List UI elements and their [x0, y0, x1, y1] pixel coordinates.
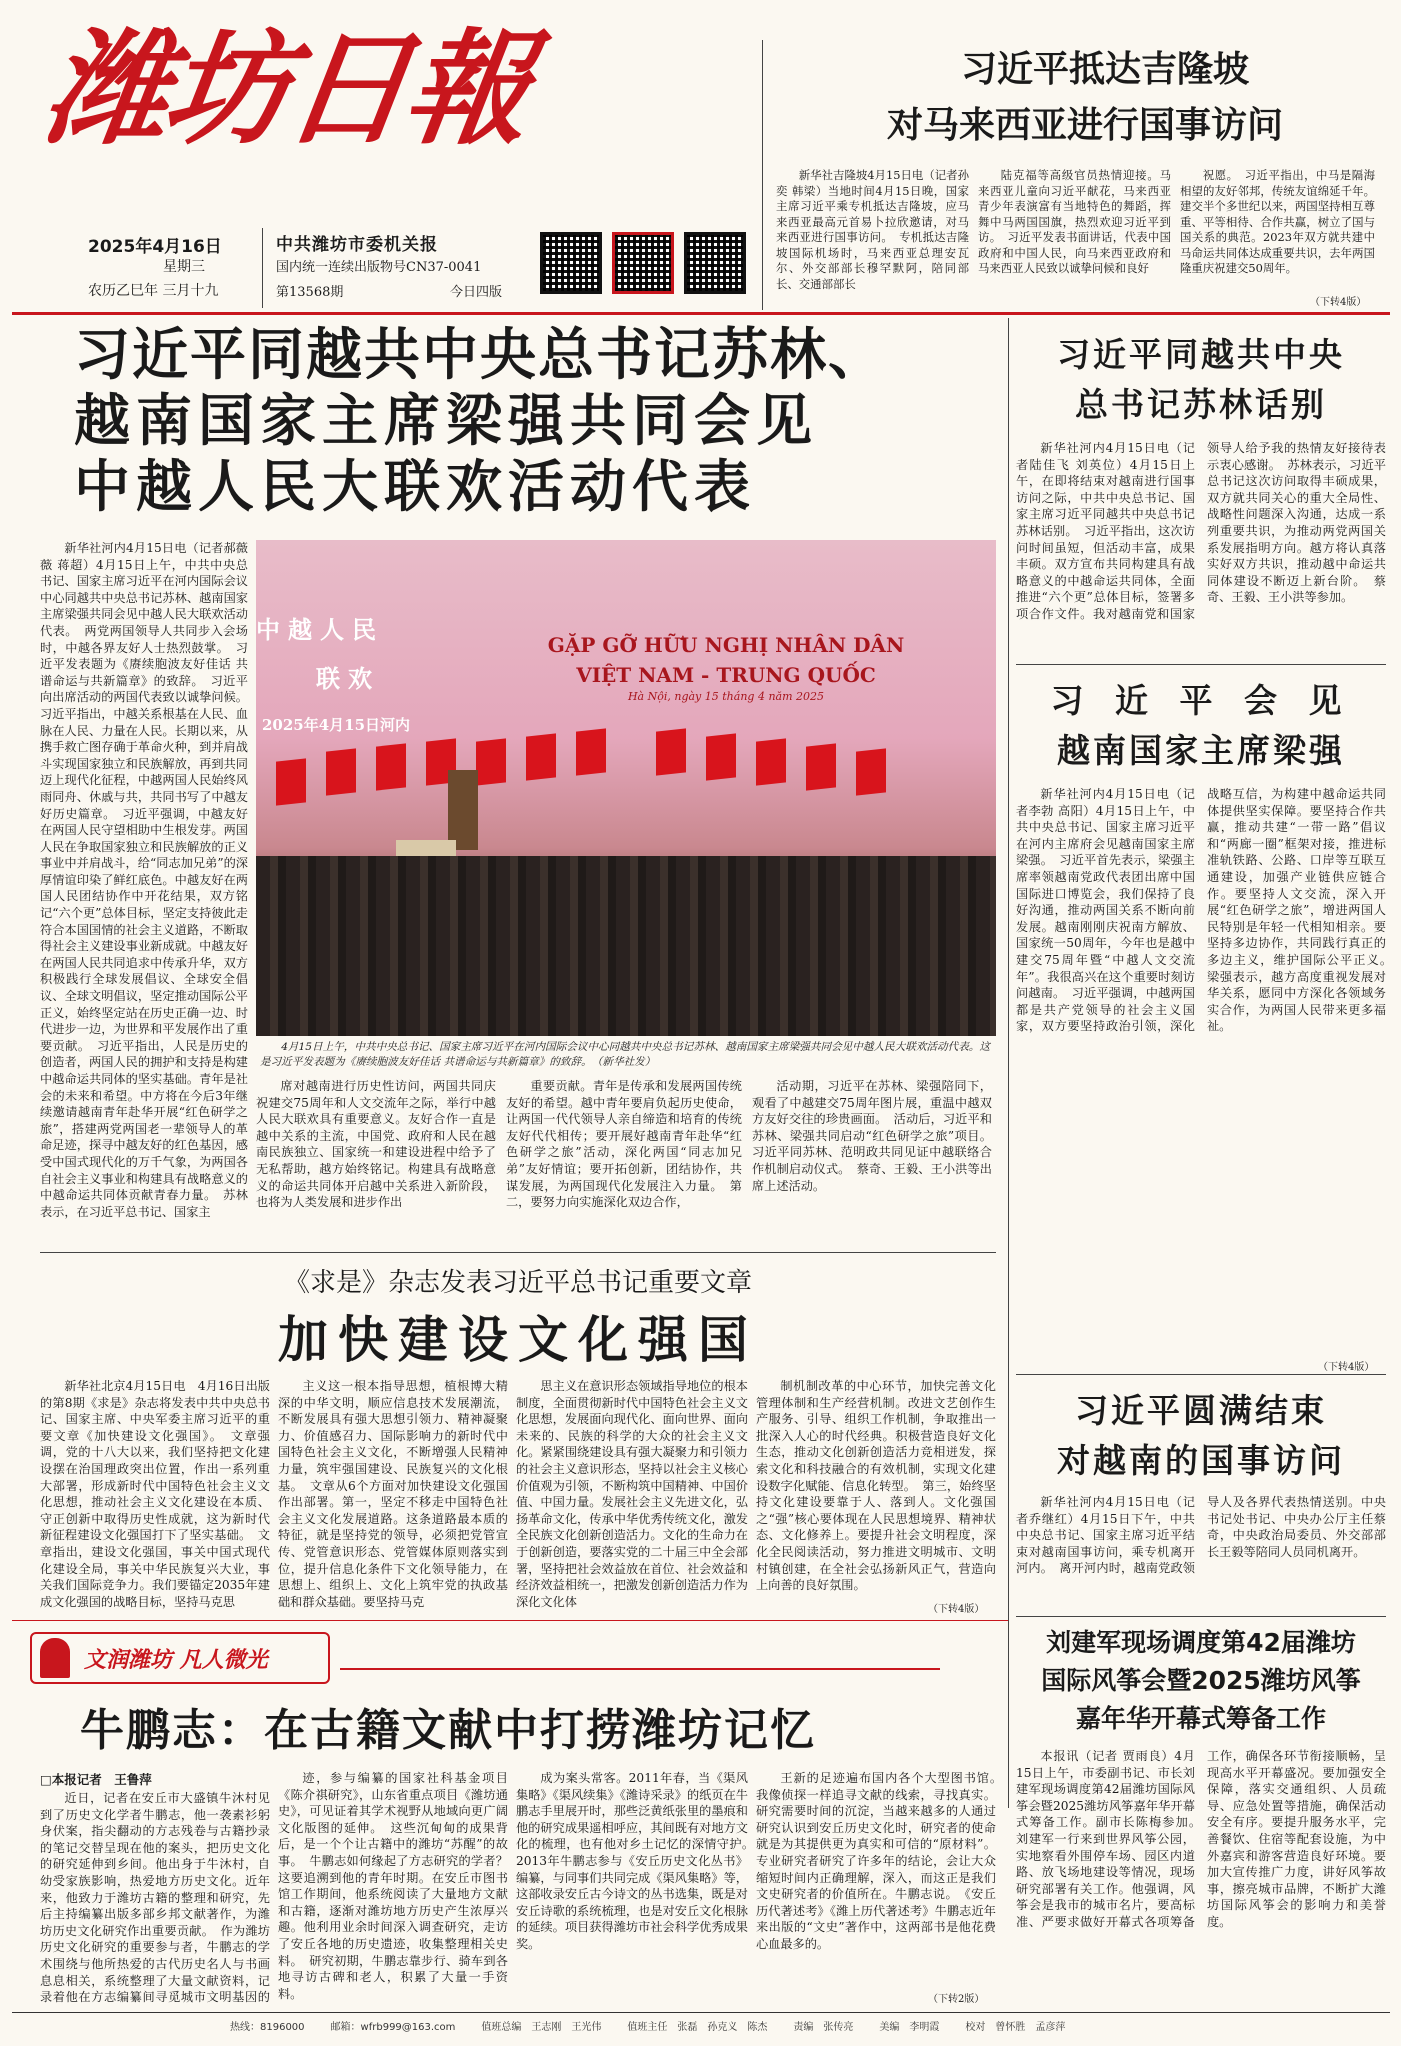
qiushi-col3: 思主义在意识形态领域指导地位的根本制度，全面贯彻新时代中国特色社会主义文化思想，发展面向现代化、面向世界、面向未来的、民族的科学的大众的社会主义文化。紧紧围绕建设具有强大凝聚力和引领力的社会主义意识形态，坚持以社会主义核心价值观为引领，不断构筑中国精神、中国价值、中国力量。发展社会主义先进文化，弘扬革命文化，传承中华优秀传统文化，激发全民族文化创新创造活力。文化的生命力在于创新创造，要落实党的二十届三中全会部署，坚持把社会效益放在首位、社会效益和经济效益相统一，把激发创新创造活力作为深化文化体	[516, 1379, 748, 1609]
culture-col2: 迹，参与编纂的国家社科基金项目《陈介祺研究》，山东省重点项目《潍坊通史》，可见证着其学术视野从地域向更广阔文化版图的延伸。 这些沉甸甸的成果背后，是一个个让古籍中的潍坊“苏醒”的故事。 牛鹏志如何缘起了方志研究的学者？这要追溯到他的青年时期。在安丘市图书馆工作期间，他系统阅读了大量地方文献和古籍，逐渐对潍坊地方历史产生浓厚兴趣。他利用业余时间深入调查研究，走访了安丘各地的历史遗迹，收集整理相关史料。 研究初期，牛鹏志靠步行、骑车到各地寻访古碑和老人，积累了大量一手资料。	[278, 1771, 508, 2001]
qr-code-icon	[540, 232, 602, 294]
right-h2-line2: 越南国家主席梁强	[1057, 731, 1345, 770]
right-h1	[1016, 330, 1386, 430]
masthead-pages: 今日四版	[450, 285, 503, 300]
right-h1-line2: 总书记苏林话别	[1075, 385, 1327, 424]
right-h3	[1016, 1386, 1386, 1486]
lead-title-line3: 中越人民大联欢活动代表	[74, 454, 756, 520]
right-h2	[1016, 676, 1386, 776]
qiushi-col4: 制机制改革的中心环节，加快完善文化管理体制和生产经营机制。改进文艺创作生产服务、引导、组织工作机制，争取推出一批深入人心的时代经典。积极营造良好文化生态，推动文化创新创造活力竞相迸发，探索文化和科技融合的有效机制，实现文化建设数字化赋能、信息化转型。 第三，始终坚持文化建设要靠于人、落到人。文化强国之“强”核心要体现在人民思想境界、精神状态、文化修养上。要提升社会文明程度，深化全民阅读活动，努力推进文明城市、文明村镇创建，在全社会弘扬新风正气，营造向上向善的良好氛围。	[756, 1379, 996, 1593]
lead-title-line1: 习近平同越共中央总书记苏林、	[74, 322, 886, 388]
footer-phone: 热线：8196000	[230, 2022, 305, 2033]
culture-title: 牛鹏志：在古籍文献中打捞潍坊记忆	[80, 1705, 816, 1756]
top-story-title	[790, 42, 1380, 154]
photo-banner-line1: 中越人民	[256, 615, 384, 644]
right-b3: 新华社河内4月15日电（记者乔继红）4月15日下午，中共中央总书记、国家主席习近平结束对越南国事访问，乘专机离开河内。 离开河内时，越南党政领导人及各界代表热情送别。中央书记处书记、中央办公厅主任蔡奇，中央政治局委员、外交部部长王毅等陪同人员同机离开。	[1016, 1495, 1386, 1576]
qiushi-title: 加快建设文化强国	[278, 1310, 758, 1369]
lead-col-b: 重要贡献。青年是传承和发展两国传统友好的希望。越中青年要肩负起历史使命，让两国一代代领导人亲自缔造和培育的传统友好代代相传；要开展好越南青年赴华“红色研学之旅”活动，深化两国“同志加兄弟”友好情谊；要开拓创新，团结协作，共谋发展，为两国现代化发展注入力量。 第二，要努力向实施深化双边合作，	[506, 1079, 742, 1210]
lead-col-a: 席对越南进行历史性访问，两国共同庆祝建交75周年和人文交流年之际，举行中越人民大联欢具有重要意义。友好合作一直是越中关系的主流，中国党、政府和人民在越南民族独立、国家统一和建设进程中给予了无私帮助，越方始终铭记。构建具有战略意义的命运共同体开启越中关系进入新阶段，也将为人类发展和进步作出	[256, 1079, 496, 1210]
right-h3-line2: 对越南的国事访问	[1057, 1441, 1345, 1480]
masthead-issue: 第13568期	[276, 285, 344, 300]
tower-icon	[40, 1638, 70, 1678]
footer-proof: 校对 曾怀胜 孟彦萍	[965, 2022, 1066, 2033]
photo-screen	[456, 610, 996, 720]
culture-logo-text: 文润潍坊 凡人微光	[84, 1647, 268, 1673]
photo-screen-line1: GẶP GỠ HỮU NGHỊ NHÂN DÂN	[547, 633, 905, 657]
footer-director: 值班主任 张磊 孙克义 陈杰	[627, 2022, 768, 2033]
podium	[448, 770, 478, 850]
qiushi-continued: （下转4版）	[928, 1604, 985, 1615]
lead-photo	[256, 540, 996, 1036]
masthead-date: 2025年4月16日	[88, 237, 222, 257]
culture-col4: 王新的足迹遍布国内各个大型图书馆。 我像侦探一样追寻文献的线索，寻找真实。研究需要时间的沉淀，当越来越多的人通过研究认识到安丘历史文化时，研究者的使命就是为其提供更为真实和可信的“原材料”。专业研究者研究了许多年的结论，会让大众缩短时间内正确理解，深入，而这正是我们文史研究者的价值所在。牛鹏志说。 《安丘历代著述考》《潍上历代著述考》牛鹏志近年来出版的“文史”著作中，这两部书是他花费心血最多的。	[756, 1771, 996, 1951]
right-h3-line1: 习近平圆满结束	[1075, 1391, 1327, 1430]
right-h4-line3: 嘉年华开幕式筹备工作	[1075, 1704, 1326, 1733]
culture-byline: □本报记者 王鲁萍	[40, 1772, 152, 1787]
top-story-col1: 新华社吉隆坡4月15日电（记者孙奕 韩梁）当地时间4月15日晚，国家主席习近平乘专机抵达吉隆坡，应马来西亚最高元首易卜拉欣邀请，对马来西亚进行国事访问。 专机抵达吉隆坡国际机场时，马来西亚总理安瓦尔、外交部部长穆罕默阿，陪同部长、交通部部长	[776, 168, 969, 291]
top-story-continued: （下转4版）	[1310, 297, 1367, 308]
lead-col-c: 活动期，习近平在苏林、梁强陪同下，观看了中越建交75周年图片展，重温中越双方友好交往的珍贵画面。 活动后，习近平和苏林、梁强共同启动“红色研学之旅”项目。习近平同苏林、范明政共同见证中越联络合作机制启动仪式。 蔡奇、王毅、王小洪等出席上述活动。	[752, 1079, 992, 1193]
right-h2-line1: 习 近 平 会 见	[1050, 681, 1352, 720]
culture-continued: （下转2版）	[928, 1994, 985, 2005]
lead-title-line2: 越南国家主席梁强共同会见	[74, 388, 818, 454]
footer-chief: 值班总编 王志刚 王光伟	[481, 2022, 602, 2033]
masthead-lunar: 农历乙巳年 三月十九	[88, 283, 219, 299]
right-b2: 新华社河内4月15日电（记者李勃 高阳）4月15日上午，中共中央总书记、国家主席习近平在河内主席府会见越南国家主席梁强。 习近平首先表示，梁强主席率领越南党政代表团出席中国国际进口博览会，我们保持了良好沟通，推动两国关系不断向前发展。越南刚刚庆祝南方解放、国家统一50周年，今年也是越中建交75周年暨“中越人文交流年”。我很高兴在这个重要时刻访问越南。 习近平强调，中越两国都是共产党领导的社会主义国家，双方要坚持政治引领，深化战略互信，为构建中越命运共同体提供坚实保障。要坚持合作共赢，推动共建“一带一路”倡议和“两廊一圈”框架对接，推进标准轨铁路、公路、口岸等互联互通建设，加强产业链供应链合作。要坚持人文交流，深入开展“红色研学之旅”，增进两国人民特别是年轻一代相知相亲。要坚持多边协作，共同践行真正的多边主义，维护国际公平正义。 梁强表示，越方高度重视发展对华关系，愿同中方深化各领域务实合作，为两国人民带来更多福祉。	[1016, 787, 1386, 1034]
culture-col3: 成为案头常客。2011年春，当《渠风集略》《渠风续集》《潍诗采录》的纸页在牛鹏志手里展开时，那些泛黄纸张里的墨痕和他的研究成果遥相呼应，其间既有对地方文化的梳理，也有他对乡土记忆的深情守护。 2013年牛鹏志参与《安丘历史文化丛书》编纂，与同事们共同完成《渠风集略》等，这部收录安丘古今诗文的丛书选集，既是对安丘诗歌的系统梳理，也是对安丘文化根脉的延续。项目获得潍坊市社会科学优秀成果奖。	[516, 1771, 748, 1951]
qiushi-col1: 新华社北京4月15日电 4月16日出版的第8期《求是》杂志将发表中共中央总书记、国家主席、中央军委主席习近平的重要文章《加快建设文化强国》。 文章强调，党的十八大以来，我们坚持把文化建设摆在治国理政突出位置，作出一系列重大部署，形成新时代中国特色社会主义文化思想，推动社会主义文化建设在本质、守正创新中取得历史性成就，这为新时代新征程建设文化强国打下了坚实基础。 文章指出，建设文化强国，事关中国式现代化建设全局，事关中华民族复兴大业，事关我们国际竞争力。我们要锚定2035年建成文化强国的战略目标，坚持马克思	[40, 1379, 270, 1609]
lead-photo-caption: 4月15日上午，中共中央总书记、国家主席习近平在河内国际会议中心同越共中央总书记苏林、越南国家主席梁强共同会见中越人民大联欢活动代表。这是习近平发表题为《赓续胞波友好佳话 共谱命运与共新篇章》的致辞。 （新华社发）	[260, 1041, 990, 1068]
lead-title	[74, 322, 1004, 520]
right-h1-line1: 习近平同越共中央	[1057, 335, 1345, 374]
top-story-col2: 陆克福等高级官员热情迎接。马来西亚儿童向习近平献花，马来西亚青少年表演富有当地特色的舞蹈，挥舞中马两国国旗，热烈欢迎习近平到访。 习近平发表书面讲话，代表中国政府和中国人民，向马来西亚政府和马来西亚人民致以诚挚问候和良好	[978, 168, 1171, 275]
right-b4: 本报讯（记者 贾雨良）4月15日上午，市委副书记、市长刘建军现场调度第42届潍坊国际风筝会暨2025潍坊风筝嘉年华开幕式筹备工作。副市长陈梅参加。 刘建军一行来到世界风筝公园，实地察看外围停车场、园区内道路、放飞场地建设等情况，现场研究部署有关工作。他强调，风筝会是我市的城市名片，要高标准、严要求做好开幕式各项筹备工作，确保各环节衔接顺畅，呈现高水平开幕盛况。要加强安全保障，落实交通组织、人员疏导、应急处置等措施，确保活动安全有序。要提升服务水平，完善餐饮、住宿等配套设施，为中外嘉宾和游客营造良好环境。要加大宣传推广力度，讲好风筝故事，擦亮城市品牌，不断扩大潍坊国际风筝会的影响力和美誉度。	[1016, 1749, 1386, 1929]
qr-code-icon	[612, 232, 674, 294]
photo-banner-text	[256, 610, 410, 735]
culture-col1: 近日，记者在安丘市大盛镇牛沐村见到了历史文化学者牛鹏志，他一袭素衫躬身伏案，指尖翻动的方志残卷与古籍抄录的笔记交替呈现在他的案头，把历史文化的研究延伸到乡间。他出身于牛沐村，自幼受家族影响，热爱地方历史文化。近年来，他致力于潍坊古籍的整理和研究，先后主持编纂出版多部乡邦文献著作，为潍坊历史文化研究作出重要贡献。 作为潍坊历史文化研究的重要参与者，牛鹏志的学术围绕与他所热爱的古代历史名人与书画息息相关，系统整理了大量文献资料，记录着他在方志编纂间寻觅城市文明基因的	[40, 1791, 270, 2005]
qiushi-col2: 主义这一根本指导思想，植根博大精深的中华文明，顺应信息技术发展潮流，不断发展具有强大思想引领力、精神凝聚力、价值感召力、国际影响力的新时代中国特色社会主义文化，不断增强人民精神力量，筑牢强国建设、民族复兴的文化根基。 文章从6个方面对加快建设文化强国作出部署。第一，坚定不移走中国特色社会主义文化发展道路。这条道路最本质的特征，就是坚持党的领导，必须把党管宣传、党管意识形态、党管媒体原则落实到位，提升信息化条件下文化领导能力，在思想上、组织上、文化上筑牢党的执政基础和群众基础。要坚持马克	[278, 1379, 508, 1609]
masthead-org: 中共潍坊市委机关报	[276, 235, 438, 255]
qiushi-kicker: 《求是》杂志发表习近平总书记重要文章	[283, 1268, 752, 1298]
right-b1: 新华社河内4月15日电（记者陆佳飞 刘英位）4月15日上午，在即将结束对越南进行国事访问之际，中共中央总书记、国家主席习近平同越共中央总书记苏林话别。 习近平指出，这次访问时间虽短，但活动丰富，成果丰硕。双方宣布共同构建具有战略意义的中越命运共同体，全面推进“六个更”总体目标，签署多项合作文件。我对越南党和国家领导人给予我的热情友好接待表示衷心感谢。 苏林表示，习近平总书记这次访问取得丰硕成果，双方就共同关心的重大全局性、战略性问题深入沟通，达成一系列重要共识，为推动两党两国关系发展指明方向。越方将认真落实好双方共识，推动越中命运共同体建设不断迈上新台阶。 蔡奇、王毅、王小洪等参加。	[1016, 441, 1386, 621]
right-h4-line1: 刘建军现场调度第42届潍坊	[1046, 1628, 1356, 1657]
photo-banner-line2: 联欢	[316, 664, 380, 693]
footer-bar	[230, 2018, 1380, 2033]
photo-screen-line3: Hà Nội, ngày 15 tháng 4 năm 2025	[627, 690, 825, 703]
top-story-col3: 祝愿。 习近平指出，中马是隔海相望的友好邻邦，传统友谊绵延千年。建交半个多世纪以来，两国坚持相互尊重、平等相待、合作共赢，树立了国与国关系的典范。2023年双方就共建中马命运共同体达成重要共识，去年两国隆重庆祝建交50周年。	[1180, 168, 1375, 275]
photo-screen-line2: VIỆT NAM - TRUNG QUỐC	[576, 663, 876, 687]
right-h4-line2: 国际风筝会暨2025潍坊风筝	[1041, 1666, 1361, 1695]
footer-email: 邮箱：wfrb999@163.com	[330, 2022, 456, 2033]
qr-code-icon	[684, 232, 746, 294]
masthead-title: 潍坊日報	[35, 17, 537, 162]
right-b2-continued: （下转4版）	[1318, 1362, 1375, 1373]
top-story-title-line1: 习近平抵达吉隆坡	[960, 49, 1249, 90]
footer-design: 美编 李明霞	[879, 2022, 940, 2033]
lead-left-column: 新华社河内4月15日电（记者郝薇薇 蒋超）4月15日上午，中共中央总书记、国家主席习近平在河内国际会议中心同越共中央总书记苏林、越南国家主席梁强共同会见中越人民大联欢活动代表。 两党两国领导人共同步入会场时，中越各界友好人士热烈鼓掌。 习近平发表题为《赓续胞波友好佳话 共谱命运与共新篇章》的致辞。 习近平向出席活动的两国代表致以诚挚问候。习近平指出，中越关系根基在人民、血脉在人民、力量在人民。长期以来，从携手救亡图存确于革命火种，到并肩战斗实现国家独立和民族解放，再到共同迈上现代化征程，中越两国人民始终风雨同舟、休戚与共，共同书写了中越友好历史篇章。 习近平强调，中越友好在两国人民守望相助中生根发芽。两国人民在争取国家独立和民族解放的正义事业中并肩战斗，给“同志加兄弟”的深厚情谊印染了鲜红底色。中越友好在两国人民团结协作中开花结果，双方铭记“六个更”总体目标，坚定支持彼此走符合本国国情的社会主义道路，不断取得社会主义建设事业新成就。中越友好在两国人民共同追求中传承升华，双方积极践行全球发展倡议、全球安全倡议、全球文明倡议，坚定推动国际公平正义，始终坚定站在历史正确一边、时代进步一边，为世界和平发展作出了重要贡献。 习近平指出，人民是历史的创造者，两国人民的拥护和支持是构建中越命运共同体的坚实基础。青年是社会的未来和希望。中方将在今后3年继续邀请越南青年赴华开展“红色研学之旅”，搭建两党两国老一辈领导人的革命足迹，探寻中越友好的红色基因，感受中国式现代化的万千气象，为两国各自社会主义事业和构建具有战略意义的中越命运共同体贡献青春力量。 苏林表示，在习近平总书记、国家主	[40, 541, 248, 1219]
photo-banner-date: 2025年4月15日河内	[262, 716, 411, 734]
culture-logo	[30, 1632, 330, 1684]
right-h4	[1016, 1624, 1386, 1738]
masthead-weekday: 星期三	[163, 259, 205, 275]
footer-editor: 责编 张传亮	[793, 2022, 854, 2033]
top-story-title-line2: 对马来西亚进行国事访问	[886, 105, 1283, 146]
masthead-cn: 国内统一连续出版物号CN37-0041	[276, 260, 482, 275]
